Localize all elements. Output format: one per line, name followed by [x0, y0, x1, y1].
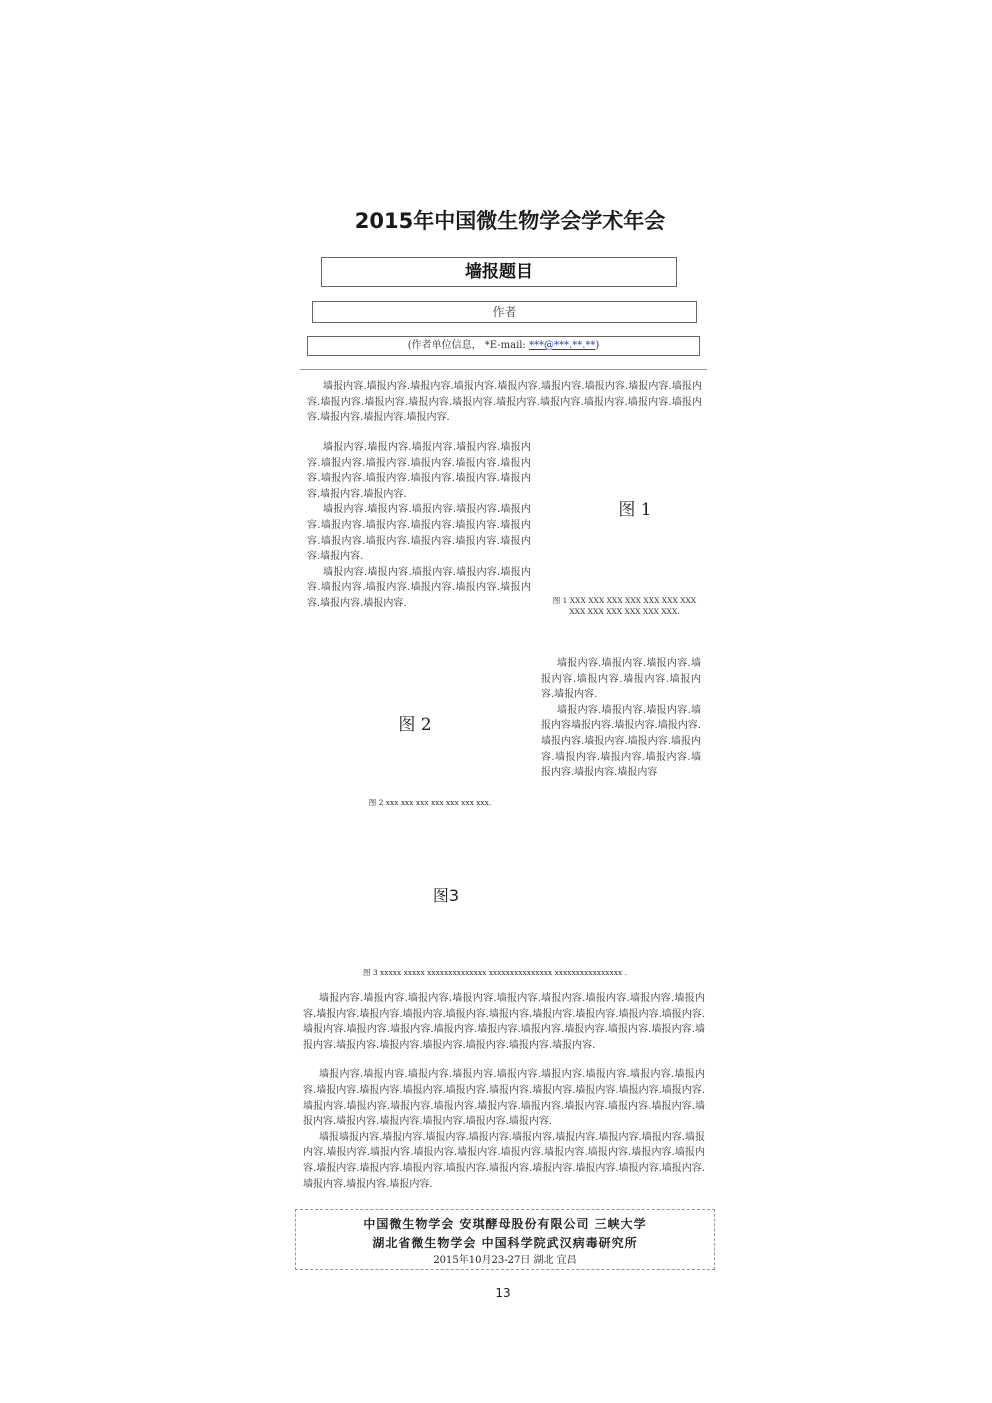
body-paragraph-1: 墙报内容.墙报内容.墙报内容.墙报内容.墙报内容.墙报内容.墙报内容.墙报内容.墙报内容.墙报内容.墙报内容.墙报内容.墙报内容.墙报内容.墙报内容.墙报内容.墙报内容.墙报内容.墙报内容.墙报内容.墙报内容.墙报内容.墙报内容.墙报内容.墙报内容.墙报内容.墙报内容.墙报内容.墙报内容.墙报内容.墙报内容.墙报内容.墙报内容.墙报内容.: [303, 993, 705, 1051]
section1-paragraph-2: 墙报内容.墙报内容.墙报内容.墙报内容.墙报内容.墙报内容.墙报内容.墙报内容.墙报内容.墙报内容.墙报内容.墙报内容.墙报内容.墙报内容.墙报内容.墙报内容.: [307, 504, 531, 563]
footer-date-location: 2015年10月23-27日 湖北 宜昌: [433, 1255, 577, 1266]
email-link[interactable]: ***@***.**.**: [529, 340, 596, 351]
section1-paragraph-1: 墙报内容.墙报内容.墙报内容.墙报内容.墙报内容.墙报内容.墙报内容.墙报内容.墙报内容.墙报内容.墙报内容.墙报内容.墙报内容.墙报内容.墙报内容.墙报内容.墙报内容.: [307, 442, 531, 500]
section2-text: [541, 656, 701, 781]
organizers-footer: [295, 1209, 715, 1270]
section2-paragraph-1: 墙报内容.墙报内容.墙报内容.墙报内容.墙报内容.墙报内容.墙报内容.墙报内容.: [541, 658, 701, 701]
figure-1-caption: 图 1 XXX XXX XXX XXX XXX XXX XXX XXX XXX XXX XXX XXX XXX.: [552, 596, 697, 616]
affiliation-box: [307, 336, 700, 356]
figure-3-placeholder: 图3: [432, 886, 460, 905]
affiliation-prefix: (作者单位信息， *E-mail:: [407, 340, 530, 351]
footer-organizers-line-2: 湖北省微生物学会 中国科学院武汉病毒研究所: [372, 1236, 638, 1250]
section1-text: [307, 440, 531, 612]
figure-3-caption: 图 3 xxxxx xxxxx xxxxxxxxxxxxxx xxxxxxxxxxxxxxx xxxxxxxxxxxxxxxx .: [363, 968, 627, 977]
conference-title: 2015年中国微生物学会学术年会: [354, 209, 666, 233]
figure-1-placeholder: 图 1: [618, 500, 652, 520]
body-text-section: [303, 991, 705, 1192]
intro-paragraph: 墙报内容.墙报内容.墙报内容.墙报内容.墙报内容.墙报内容.墙报内容.墙报内容.墙报内容.墙报内容.墙报内容.墙报内容.墙报内容.墙报内容.墙报内容.墙报内容.墙报内容.墙报内容.墙报内容.墙报内容.墙报内容.: [307, 381, 702, 424]
figure-2-caption: 图 2 xxx xxx xxx xxx xxx xxx xxx.: [368, 798, 492, 807]
poster-title-box: 墙报题目: [321, 257, 677, 287]
page-number: 13: [495, 1286, 511, 1300]
author-box: 作者: [312, 301, 697, 323]
body-paragraph-3: 墙报墙报内容.墙报内容.墙报内容.墙报内容.墙报内容.墙报内容.墙报内容.墙报内容.墙报内容.墙报内容.墙报内容.墙报内容.墙报内容.墙报内容.墙报内容.墙报内容.墙报内容.墙报内容.墙报内容.墙报内容.墙报内容.墙报内容.墙报内容.墙报内容.墙报内容.墙报内容.墙报内容.墙报内容.墙报内容.墙报内容.: [303, 1131, 705, 1190]
section2-paragraph-2: 墙报内容.墙报内容.墙报内容.墙报内容墙报内容.墙报内容.墙报内容.墙报内容.墙报内容.墙报内容.墙报内容.墙报内容.墙报内容.墙报内容.墙报内容.墙报内容.墙报内容: [541, 704, 701, 779]
footer-organizers-line-1: 中国微生物学会 安琪酵母股份有限公司 三峡大学: [363, 1217, 647, 1231]
header-divider: [300, 369, 707, 370]
affiliation-suffix: ): [595, 340, 600, 351]
intro-section: [307, 379, 702, 426]
section1-paragraph-3: 墙报内容.墙报内容.墙报内容.墙报内容.墙报内容.墙报内容.墙报内容.墙报内容.墙报内容.墙报内容.墙报内容.墙报内容.: [307, 566, 531, 609]
figure-2-placeholder: 图 2: [398, 715, 432, 735]
body-paragraph-2: 墙报内容.墙报内容.墙报内容.墙报内容.墙报内容.墙报内容.墙报内容.墙报内容.墙报内容.墙报内容.墙报内容.墙报内容.墙报内容.墙报内容.墙报内容.墙报内容.墙报内容.墙报内容.墙报内容.墙报内容.墙报内容.墙报内容.墙报内容.墙报内容.墙报内容.墙报内容.墙报内容.墙报内容.墙报内容.墙报内容.墙报内容.墙报内容.墙报内容.: [303, 1069, 705, 1128]
